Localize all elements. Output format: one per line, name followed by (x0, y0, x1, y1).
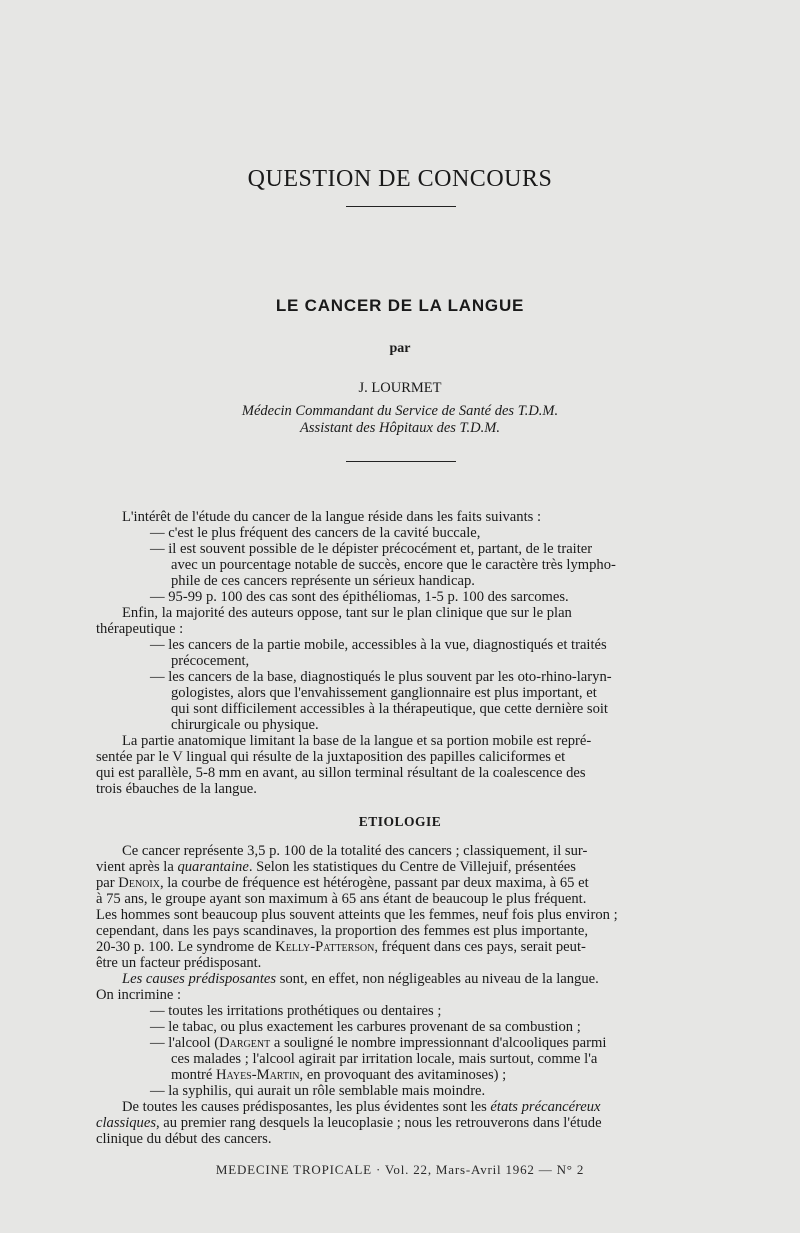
text-line: phile de ces cancers représente un sérieux handicap. (171, 573, 475, 589)
text-line: — les cancers de la base, diagnostiqués le plus souvent par les oto-rhino-laryn- (150, 669, 612, 685)
text-line: avec un pourcentage notable de succès, encore que le caractère très lympho- (171, 557, 616, 573)
text-line: montré Hayes-Martin, en provoquant des avitaminoses) ; (171, 1067, 507, 1083)
text-line: être un facteur prédisposant. (96, 955, 262, 971)
text-line: La partie anatomique limitant la base de la langue et sa portion mobile est repré- (122, 733, 592, 749)
heading-rule (346, 206, 456, 207)
text-line: classiques, au premier rang desquels la leucoplasie ; nous les retrouverons dans l'étude (96, 1115, 602, 1131)
text-line: 20-30 p. 100. Le syndrome de Kelly-Patterson, fréquent dans ces pays, serait peut- (96, 939, 586, 955)
text-line: Enfin, la majorité des auteurs oppose, tant sur le plan clinique que sur le plan (122, 605, 572, 621)
section-title-etiologie: ETIOLOGIE (358, 814, 442, 829)
text-line: précocement, (171, 653, 250, 669)
text-line: — 95-99 p. 100 des cas sont des épithéliomas, 1-5 p. 100 des sarcomes. (150, 589, 569, 605)
text-line: sentée par le V lingual qui résulte de la juxtaposition des papilles caliciformes et (96, 749, 566, 765)
text-line: clinique du début des cancers. (96, 1131, 272, 1147)
section-heading: QUESTION DE CONCOURS (247, 166, 553, 192)
author-name: J. LOURMET (358, 380, 442, 396)
byline-par: par (389, 341, 411, 356)
text-line: Les causes prédisposantes sont, en effet, non négligeables au niveau de la langue. (122, 971, 599, 987)
text-line: vient après la quarantaine. Selon les statistiques du Centre de Villejuif, présentées (96, 859, 576, 875)
text-line: qui est parallèle, 5-8 mm en avant, au sillon terminal résultant de la coalescence des (96, 765, 586, 781)
text-line: Les hommes sont beaucoup plus souvent atteints que les femmes, neuf fois plus environ ; (96, 907, 618, 923)
text-line: L'intérêt de l'étude du cancer de la langue réside dans les faits suivants : (122, 509, 542, 525)
text-line: trois ébauches de la langue. (96, 781, 257, 797)
text-line: ces malades ; l'alcool agirait par irritation locale, mais surtout, comme l'a (171, 1051, 598, 1067)
title-rule (346, 461, 456, 462)
text-line: — toutes les irritations prothétiques ou dentaires ; (150, 1003, 442, 1019)
text-line: — l'alcool (Dargent a souligné le nombre impressionnant d'alcooliques parmi (150, 1035, 607, 1051)
author-affiliation-1: Médecin Commandant du Service de Santé des T.D.M. (241, 403, 559, 419)
author-affiliation-2: Assistant des Hôpitaux des T.D.M. (300, 420, 500, 436)
text-line: — la syphilis, qui aurait un rôle semblable mais moindre. (150, 1083, 486, 1099)
text-line: à 75 ans, le groupe ayant son maximum à 65 ans étant de beaucoup le plus fréquent. (96, 891, 587, 907)
journal-footer: MEDECINE TROPICALE · Vol. 22, Mars-Avril 1962 — N° 2 (215, 1162, 585, 1177)
text-line: cependant, dans les pays scandinaves, la proportion des femmes est plus importante, (96, 923, 589, 939)
text-line: De toutes les causes prédisposantes, les plus évidentes sont les états précancéreux (122, 1099, 601, 1115)
text-line: — c'est le plus fréquent des cancers de la cavité buccale, (150, 525, 481, 541)
text-line: Ce cancer représente 3,5 p. 100 de la totalité des cancers ; classiquement, il sur- (122, 843, 588, 859)
text-line: par Denoix, la courbe de fréquence est hétérogène, passant par deux maxima, à 65 et (96, 875, 589, 891)
text-line: thérapeutique : (96, 621, 184, 637)
text-line: qui sont difficilement accessibles à la thérapeutique, que cette dernière soit (171, 701, 608, 717)
text-line: — il est souvent possible de le dépister précocément et, partant, de le traiter (150, 541, 593, 557)
text-line: gologistes, alors que l'envahissement ganglionnaire est plus important, et (171, 685, 597, 701)
text-line: — les cancers de la partie mobile, accessibles à la vue, diagnostiqués et traités (150, 637, 607, 653)
text-line: On incrimine : (96, 987, 182, 1003)
text-line: — le tabac, ou plus exactement les carbures provenant de sa combustion ; (150, 1019, 581, 1035)
text-line: chirurgicale ou physique. (171, 717, 319, 733)
article-title: LE CANCER DE LA LANGUE (275, 296, 525, 315)
